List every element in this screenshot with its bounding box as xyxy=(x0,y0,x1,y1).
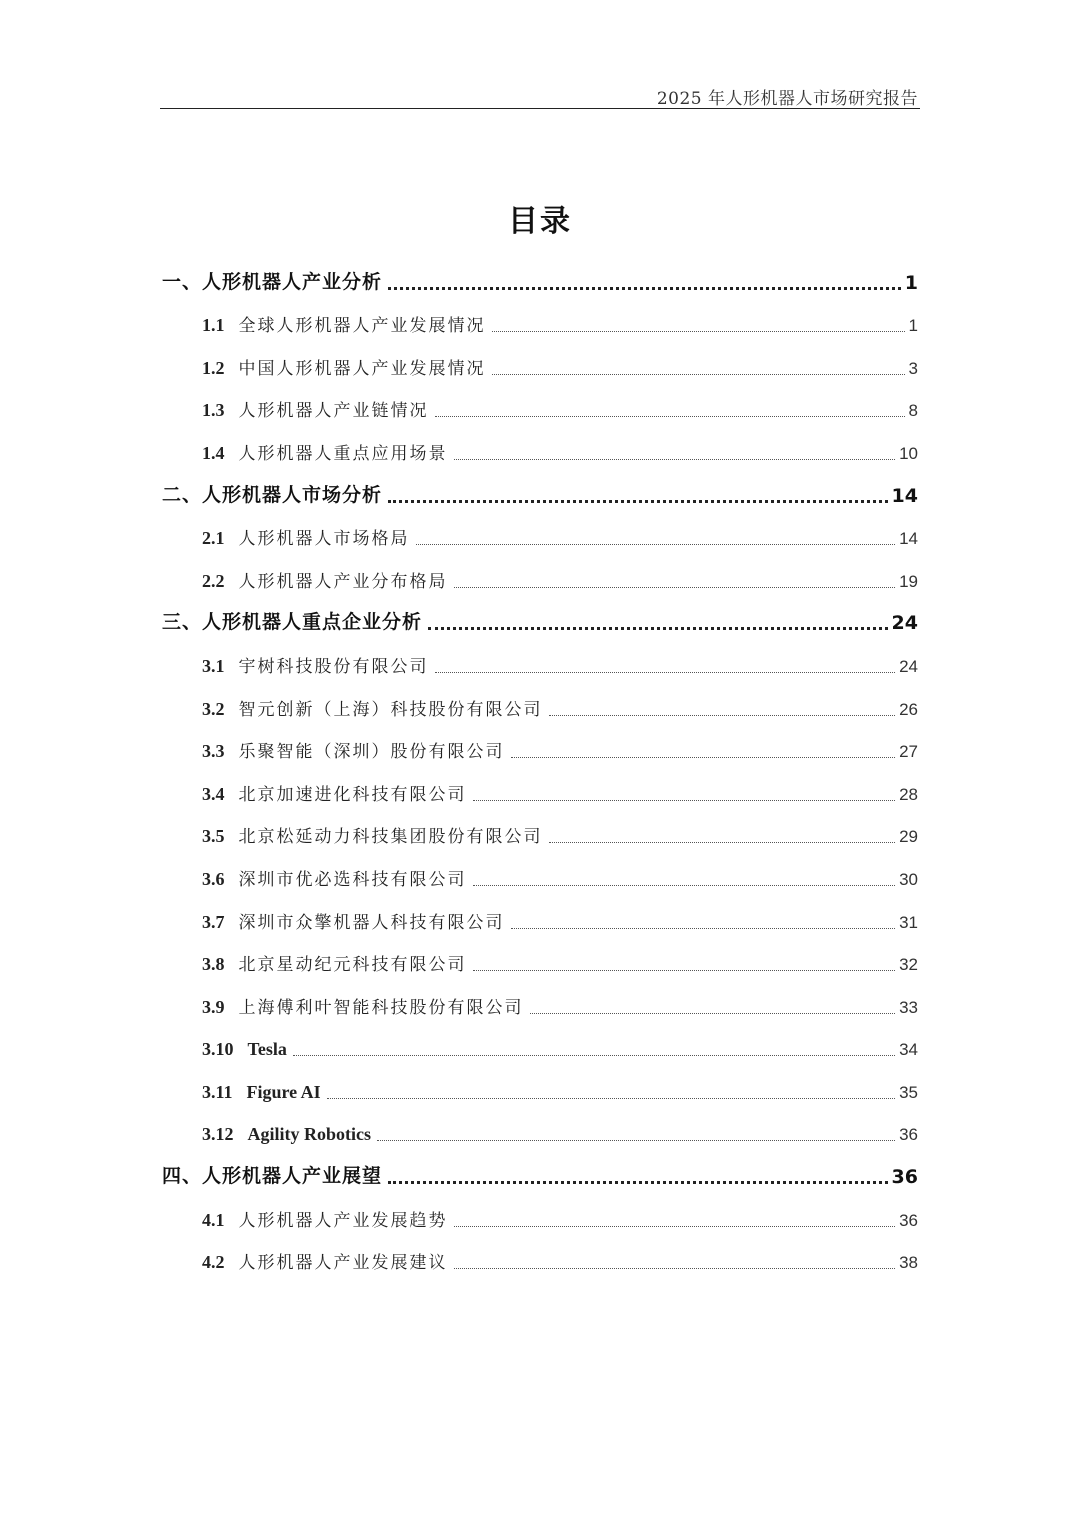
toc-entry-number: 3.3 xyxy=(202,741,225,762)
toc-entry-label: 深圳市优必选科技有限公司 xyxy=(238,869,467,890)
toc-entry-label: 全球人形机器人产业发展情况 xyxy=(238,316,486,337)
toc-dot-leader xyxy=(293,1055,895,1056)
toc-entry-label: 上海傅利叶智能科技股份有限公司 xyxy=(238,997,524,1018)
toc-chapter-entry[interactable] xyxy=(162,1153,918,1196)
toc-page-number: 36 xyxy=(891,1166,918,1189)
toc-entry-label: 人形机器人产业发展建议 xyxy=(238,1253,448,1274)
toc-chapter-entry[interactable] xyxy=(162,600,918,643)
toc-chapter-entry[interactable] xyxy=(162,472,918,515)
toc-page-number: 31 xyxy=(899,912,918,932)
toc-page-number: 1 xyxy=(908,316,918,336)
toc-dot-leader xyxy=(428,627,888,630)
toc-entry-label: Figure AI xyxy=(246,1081,321,1102)
toc-entry-number: 1.1 xyxy=(202,315,225,336)
toc-title: 目录 xyxy=(508,204,572,239)
toc-entry-number: 3.11 xyxy=(202,1081,233,1102)
toc-dot-leader xyxy=(388,287,901,290)
toc-entry-label: 中国人形机器人产业发展情况 xyxy=(238,358,486,379)
toc-dot-leader xyxy=(492,374,905,375)
toc-dot-leader xyxy=(454,1268,896,1269)
page-header xyxy=(160,82,920,109)
toc-dot-leader xyxy=(473,885,896,886)
toc-dot-leader xyxy=(388,1181,888,1184)
toc-entry-label: Agility Robotics xyxy=(247,1124,371,1145)
toc-entry-label: 人形机器人产业分布格局 xyxy=(238,571,448,592)
toc-dot-leader xyxy=(435,416,905,417)
toc-section-entry[interactable] xyxy=(162,941,918,984)
toc-page-number: 38 xyxy=(899,1253,918,1273)
toc-dot-leader xyxy=(492,331,905,332)
toc-entry-number: 3.12 xyxy=(202,1124,234,1145)
toc-dot-leader xyxy=(327,1098,895,1099)
toc-section-entry[interactable] xyxy=(162,429,918,472)
toc-section-entry[interactable] xyxy=(162,855,918,898)
toc-section-entry[interactable] xyxy=(162,898,918,941)
toc-page-number: 8 xyxy=(908,401,918,421)
toc-entry-number: 3.8 xyxy=(202,954,225,975)
toc-dot-leader xyxy=(473,800,896,801)
toc-dot-leader xyxy=(511,928,896,929)
toc-dot-leader xyxy=(454,1226,896,1227)
header-title: 2025 年人形机器人市场研究报告 xyxy=(656,89,918,109)
toc-dot-leader xyxy=(377,1140,895,1141)
toc-section-entry[interactable] xyxy=(162,642,918,685)
toc-dot-leader xyxy=(416,544,896,545)
toc-entry-label: 人形机器人产业链情况 xyxy=(238,401,429,422)
toc-page-number: 1 xyxy=(904,271,918,294)
toc-entry-label: 北京加速进化科技有限公司 xyxy=(238,784,467,805)
toc-entry-label: 北京星动纪元科技有限公司 xyxy=(238,955,467,976)
toc-section-entry[interactable] xyxy=(162,1068,918,1111)
toc-entry-label: 三、人形机器人重点企业分析 xyxy=(162,611,423,634)
toc-section-entry[interactable] xyxy=(162,344,918,387)
toc-chapter-entry[interactable] xyxy=(162,259,918,302)
toc-entry-label: 人形机器人产业发展趋势 xyxy=(238,1210,448,1231)
toc-page-number: 14 xyxy=(891,484,918,507)
toc-dot-leader xyxy=(549,715,896,716)
toc-section-entry[interactable] xyxy=(162,728,918,771)
toc-entry-number: 4.1 xyxy=(202,1209,225,1230)
toc-entry-label: 智元创新（上海）科技股份有限公司 xyxy=(238,699,543,720)
toc-entry-label: 深圳市众擎机器人科技有限公司 xyxy=(238,912,505,933)
toc-entry-number: 2.2 xyxy=(202,570,225,591)
toc-dot-leader xyxy=(530,1013,896,1014)
toc-entry-label: Tesla xyxy=(247,1039,287,1060)
toc-section-entry[interactable] xyxy=(162,1026,918,1069)
toc-dot-leader xyxy=(473,970,896,971)
toc-section-entry[interactable] xyxy=(162,813,918,856)
toc-entry-number: 3.6 xyxy=(202,868,225,889)
toc-entry-label: 人形机器人重点应用场景 xyxy=(238,443,448,464)
toc-entry-label: 乐聚智能（深圳）股份有限公司 xyxy=(238,742,505,763)
toc-entry-number: 3.9 xyxy=(202,996,225,1017)
toc-entry-label: 人形机器人市场格局 xyxy=(238,529,410,550)
toc-section-entry[interactable] xyxy=(162,1196,918,1239)
toc-page-number: 3 xyxy=(908,358,918,378)
toc-page-number: 34 xyxy=(899,1040,918,1060)
toc-page-number: 14 xyxy=(899,529,918,549)
toc-entry-number: 3.1 xyxy=(202,655,225,676)
toc-entry-label: 四、人形机器人产业展望 xyxy=(162,1165,383,1188)
toc-entry-number: 3.5 xyxy=(202,826,225,847)
toc-section-entry[interactable] xyxy=(162,557,918,600)
toc-entry-number: 1.3 xyxy=(202,400,225,421)
toc-page-number: 27 xyxy=(899,742,918,762)
toc-dot-leader xyxy=(549,842,896,843)
toc-entry-label: 宇树科技股份有限公司 xyxy=(238,656,429,677)
toc-section-entry[interactable] xyxy=(162,685,918,728)
toc-entry-number: 3.2 xyxy=(202,698,225,719)
table-of-contents xyxy=(162,259,918,1281)
toc-dot-leader xyxy=(454,587,896,588)
toc-dot-leader xyxy=(435,672,896,673)
toc-entry-number: 1.2 xyxy=(202,357,225,378)
toc-section-entry[interactable] xyxy=(162,387,918,430)
toc-entry-label: 二、人形机器人市场分析 xyxy=(162,483,383,506)
toc-entry-number: 3.10 xyxy=(202,1039,234,1060)
toc-page-number: 35 xyxy=(899,1082,918,1102)
toc-page-number: 30 xyxy=(899,869,918,889)
toc-dot-leader xyxy=(454,459,896,460)
toc-page-number: 32 xyxy=(899,955,918,975)
toc-page-number: 10 xyxy=(899,443,918,463)
toc-entry-number: 1.4 xyxy=(202,442,225,463)
toc-section-entry[interactable] xyxy=(162,770,918,813)
toc-section-entry[interactable] xyxy=(162,515,918,558)
toc-entry-number: 3.4 xyxy=(202,783,225,804)
toc-section-entry[interactable] xyxy=(162,1111,918,1154)
toc-page-number: 26 xyxy=(899,699,918,719)
toc-entry-number: 4.2 xyxy=(202,1252,225,1273)
toc-section-entry[interactable] xyxy=(162,1239,918,1282)
toc-page-number: 24 xyxy=(891,612,918,635)
toc-entry-number: 3.7 xyxy=(202,911,225,932)
toc-entry-label: 一、人形机器人产业分析 xyxy=(162,270,383,293)
toc-dot-leader xyxy=(511,757,896,758)
toc-page-number: 36 xyxy=(899,1210,918,1230)
toc-page-number: 19 xyxy=(899,571,918,591)
toc-page-number: 36 xyxy=(899,1125,918,1145)
toc-page-number: 28 xyxy=(899,784,918,804)
toc-page-number: 33 xyxy=(899,997,918,1017)
toc-entry-number: 2.1 xyxy=(202,528,225,549)
toc-section-entry[interactable] xyxy=(162,983,918,1026)
toc-page-number: 24 xyxy=(899,656,918,676)
toc-entry-label: 北京松延动力科技集团股份有限公司 xyxy=(238,827,543,848)
toc-section-entry[interactable] xyxy=(162,302,918,345)
toc-dot-leader xyxy=(388,500,888,503)
toc-page-number: 29 xyxy=(899,827,918,847)
